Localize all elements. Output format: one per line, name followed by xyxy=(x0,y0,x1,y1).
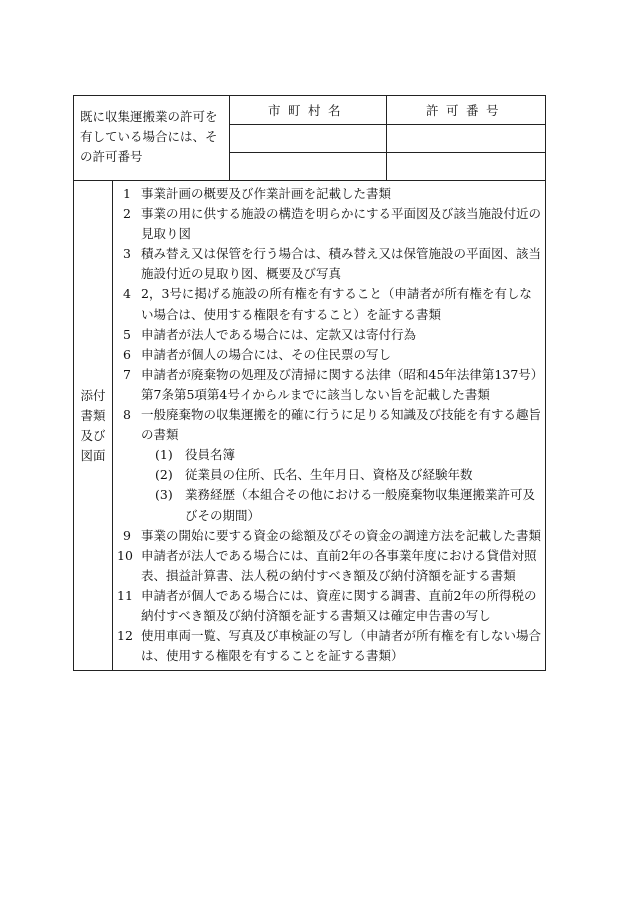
attachments-row xyxy=(74,181,546,671)
list-item: 12 使用車両一覧、写真及び車検証の写し（申請者が所有権を有しない場合は、使用する権限を有することを証する書類） xyxy=(117,628,542,664)
permit-header-row xyxy=(74,96,546,125)
municipality-field-2[interactable] xyxy=(230,153,387,181)
list-item: 1 事業計画の概要及び作業計画を記載した書類 xyxy=(123,186,392,201)
sub-list-item: (1) 役員名簿 xyxy=(155,447,236,463)
application-form-table xyxy=(73,95,546,671)
permit-number-header: 許可番号 xyxy=(387,96,546,125)
list-item: 7 申請者が廃棄物の処理及び清掃に関する法律（昭和45年法律第137号）第7条第5項第4号イからルまでに該当しない旨を記載した書類 xyxy=(123,366,538,402)
list-item: 6 申請者が個人の場合には、その住民票の写し xyxy=(123,346,392,362)
side-label-line: 及び xyxy=(80,427,106,443)
list-item: 8 一般廃棄物の収集運搬を的確に行うに足りる知識及び技能を有する趣旨の書類 xyxy=(123,407,542,443)
attachments-side-label xyxy=(74,181,113,671)
list-item: 5 申請者が法人である場合には、定款又は寄付行為 xyxy=(123,326,417,342)
list-item: 10 申請者が法人である場合には、直前2年の各事業年度における貸借対照表、損益計算書、法人税の納付すべき額及び納付済額を証する書類 xyxy=(117,547,537,583)
list-item: 11 申請者が個人である場合には、資産に関する調書、直前2年の所得税の納付すべき額及び納付済額を証する書類又は確定申告書の写し xyxy=(117,587,537,623)
side-label-line: 添付 xyxy=(80,387,106,403)
list-item: 9 事業の開始に要する資金の総額及びその資金の調達方法を記載した書類 xyxy=(123,527,542,543)
existing-permit-label: 既に収集運搬業の許可を有している場合には、その許可番号 xyxy=(74,96,230,181)
municipality-header: 市町村名 xyxy=(230,96,387,125)
sub-list-item: (3) 業務経歴（本組合その他における一般廃棄物収集運搬業許可及びその期間） xyxy=(155,487,536,523)
attachments-list xyxy=(113,181,546,671)
side-label-line: 書類 xyxy=(80,407,106,423)
list-item: 4 2，3号に掲げる施設の所有権を有すること（申請者が所有権を有しない場合は、使用する権限を有すること）を証する書類 xyxy=(123,286,532,322)
list-item: 3 積み替え又は保管を行う場合は、積み替え又は保管施設の平面図、該当施設付近の見取り図、概要及び写真 xyxy=(123,246,542,282)
permit-number-field-2[interactable] xyxy=(387,153,546,181)
municipality-field-1[interactable] xyxy=(230,125,387,153)
sub-list-item: (2) 従業員の住所、氏名、生年月日、資格及び経験年数 xyxy=(155,467,473,483)
list-item: 2 事業の用に供する施設の構造を明らかにする平面図及び該当施設付近の見取り図 xyxy=(123,206,542,242)
side-label-line: 図面 xyxy=(80,447,106,463)
permit-number-field-1[interactable] xyxy=(387,125,546,153)
